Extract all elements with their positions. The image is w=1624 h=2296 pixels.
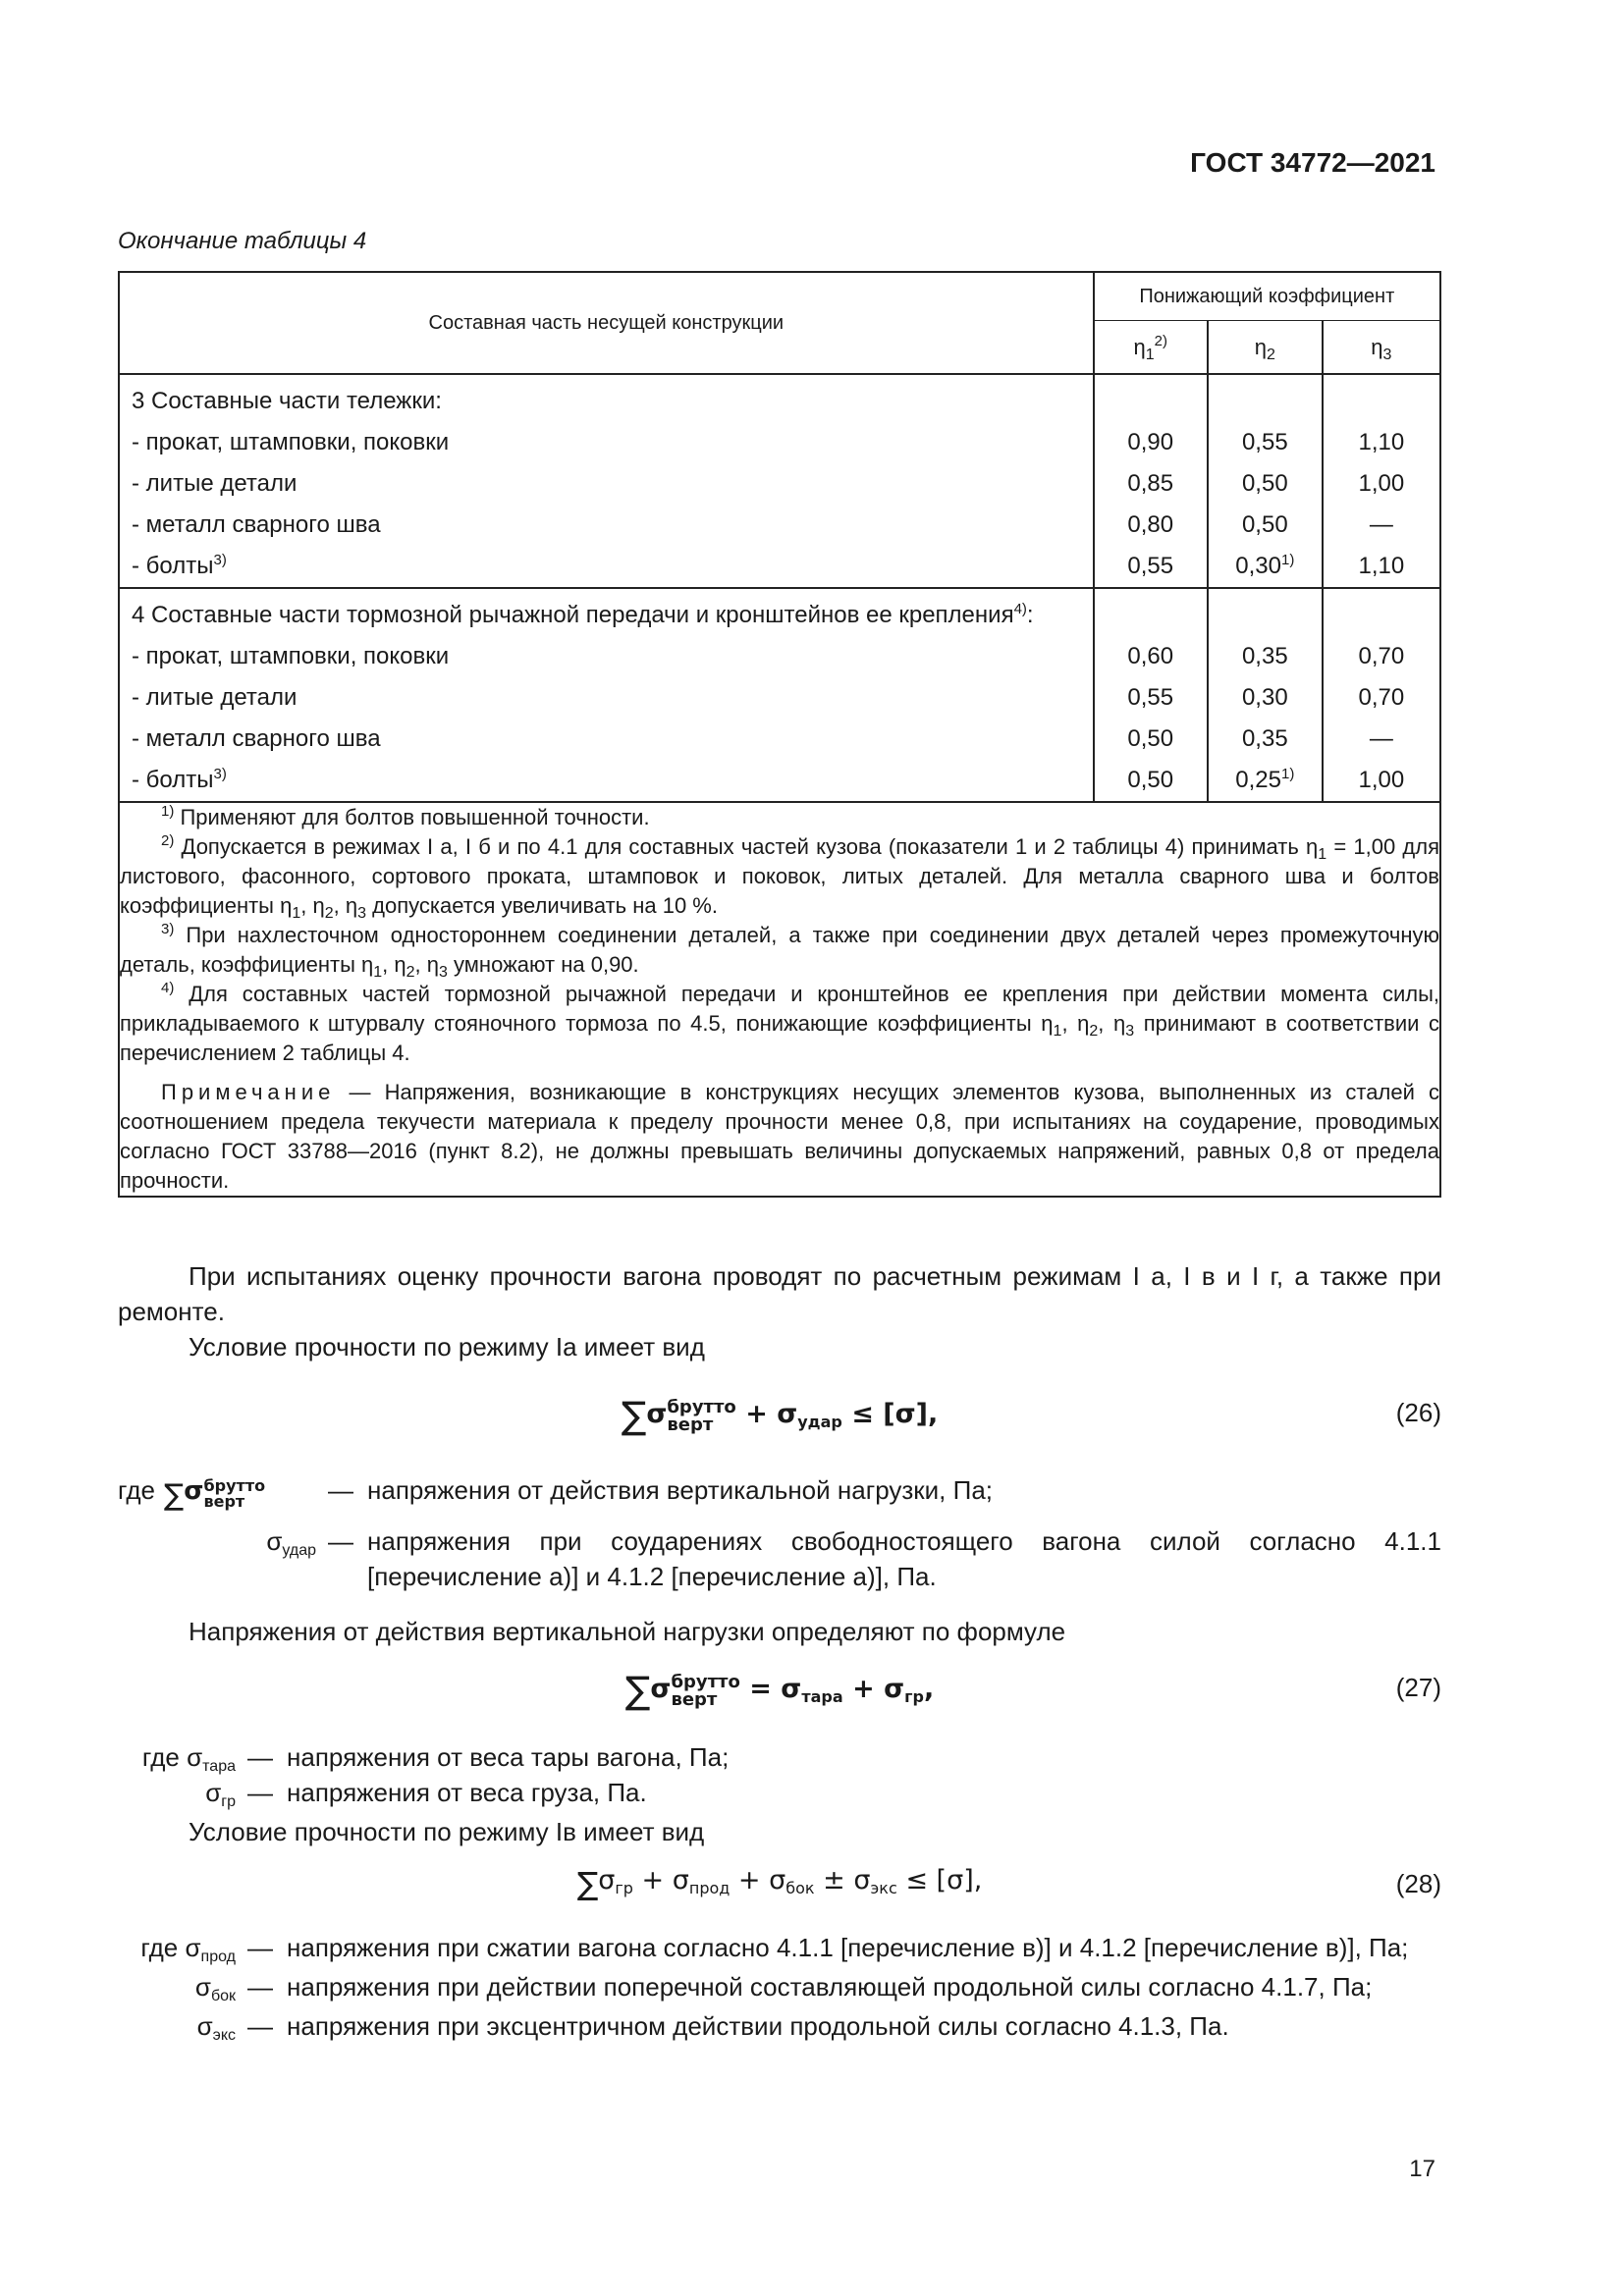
row-label: - прокат, штамповки, поковки: [132, 643, 450, 669]
eta2-value: 0,55: [1241, 429, 1288, 455]
row-label: - болты$^{3)}$: [132, 552, 227, 579]
definitions-27: где $\sigma_{тара}$ — напряжения от веса тары вагона, Па; $\sigma_{гр}$ — напряжения от веса груза, Па.: [141, 1742, 730, 1810]
definitions-28: где $\sigma_{прод}$ — напряжения при сжатии вагона согласно 4.1.1 [перечисление в)] и 4.1.2 [перечисление в)], Па; $\sigma_{бок}$ — напряжения при действии поперечной составляющей продольной силы согласно 4.1.7, Па; $\sigma_{экс}$ — напряжения при эксцентричном действии продольной силы согласно 4.1.3, Па.: [140, 1933, 1409, 2044]
page-number: 17: [1409, 2156, 1435, 2182]
formula-28: $\sum\sigma_{гр} + \sigma_{прод} + \sigma_{бок} \pm \sigma_{экс} \le [\sigma]$, (28): [576, 1865, 1441, 1902]
paragraph-vertical-load: Напряжения от действия вертикальной нагрузки определяют по формуле: [189, 1617, 1066, 1646]
table-note: Примечание — Напряжения, возникающие в конструкциях несущих элементов кузова, выполненных из сталей с соотношением предела текучести материала к пределу прочности менее 0,8, при испытаниях на соударение, проводимых согласно ГОСТ 33788—2016 (пункт 8.2), не должны превышать величины допускаемых напряжений, равных 0,8 от предела прочности.: [120, 1080, 1439, 1193]
row-label: - прокат, штамповки, поковки: [132, 429, 450, 455]
eta2-column: [1208, 374, 1323, 588]
eta2-value: 0,50: [1241, 470, 1288, 497]
eta1-value: 0,90: [1127, 429, 1174, 455]
eta2-value: 0,25$^{1)}$: [1235, 766, 1295, 793]
table-group: [119, 588, 1440, 802]
eta3-value: 1,00: [1358, 470, 1405, 497]
table-caption: Окончание таблицы 4: [118, 228, 367, 254]
eta2-column: [1208, 588, 1323, 802]
eta1-value: 0,60: [1127, 643, 1174, 669]
group-title: 4 Составные части тормозной рычажной передачи и кронштейнов ее крепления$^{4)}$:: [132, 601, 1034, 628]
formula-26-number: (26): [1395, 1398, 1441, 1427]
header-eta3: $\eta_3$: [1323, 321, 1440, 374]
group-title: 3 Составные части тележки:: [132, 388, 442, 414]
formula-26: ∑σ брутто верт + $\sigma_{удар} \le [\sigma]$, (26): [621, 1394, 1441, 1437]
component-column: [119, 374, 1094, 588]
formula-28-number: (28): [1395, 1869, 1441, 1898]
eta1-value: 0,50: [1127, 767, 1174, 793]
header-eta1: $\eta_1^{2)}$: [1094, 321, 1208, 374]
standard-number: ГОСТ 34772—2021: [1190, 147, 1435, 178]
eta1-value: 0,55: [1127, 553, 1174, 579]
row-label: - металл сварного шва: [132, 511, 381, 538]
eta3-value: 0,70: [1358, 684, 1405, 711]
row-label: - болты$^{3)}$: [132, 766, 227, 793]
eta3-column: [1323, 374, 1440, 588]
footnote-3: $^{3)}$ При нахлесточном одностороннем соединении деталей, а также при соединении двух деталей через промежуточную деталь, коэффициенты $\eta_1$, $\eta_2$, $\eta_3$ умножают на 0,90.: [120, 921, 1439, 981]
component-column: [119, 588, 1094, 802]
eta3-value: 1,10: [1358, 553, 1405, 579]
eta2-value: 0,50: [1241, 511, 1288, 538]
eta1-column: [1094, 374, 1208, 588]
eta3-value: 1,10: [1358, 429, 1405, 455]
eta3-column: [1323, 588, 1440, 802]
eta1-value: 0,80: [1127, 511, 1174, 538]
header-reduction-coefficient: Понижающий коэффициент: [1094, 272, 1440, 321]
table-footnotes: [119, 802, 1440, 1197]
eta1-value: 0,50: [1127, 725, 1174, 752]
row-label: - литые детали: [132, 684, 298, 711]
eta1-value: 0,85: [1127, 470, 1174, 497]
eta3-value: —: [1369, 511, 1393, 538]
formula-27: ∑σ брутто верт = $\sigma_{тара} + \sigma_{гр}$, (27): [624, 1669, 1441, 1712]
footnote-2: $^{2)}$ Допускается в режимах I а, I б и по 4.1 для составных частей кузова (показатели 1 и 2 таблицы 4) принимать $\eta_1 = 1,00$ для листового, фасонного, сортового проката, штамповок и поковок, литых деталей. Для металла сварного шва и болтов коэффициенты $\eta_1$, $\eta_2$, $\eta_3$ допускается увеличивать на 10 %.: [120, 832, 1439, 922]
eta2-value: 0,35: [1241, 643, 1288, 669]
eta3-value: 0,70: [1358, 643, 1405, 669]
eta3-value: 1,00: [1358, 767, 1405, 793]
eta2-value: 0,30: [1241, 684, 1288, 711]
eta1-column: [1094, 588, 1208, 802]
eta3-value: —: [1369, 725, 1393, 752]
header-component: Составная часть несущей конструкции: [119, 272, 1094, 374]
footnote-1: $^{1)}$ Применяют для болтов повышенной точности.: [161, 803, 650, 829]
eta2-value: 0,30$^{1)}$: [1235, 552, 1295, 579]
eta2-value: 0,35: [1241, 725, 1288, 752]
paragraph-intro: При испытаниях оценку прочности вагона проводят по расчетным режимам I а, I в и I г, а также при ремонте. Условие прочности по режиму Iа имеет вид: [118, 1261, 1441, 1362]
formula-27-number: (27): [1395, 1673, 1441, 1702]
footnote-4: $^{4)}$ Для составных частей тормозной рычажной передачи и кронштейнов ее крепления при действии момента силы, прикладываемого к штурвалу стояночного тормоза по 4.5, понижающие коэффициенты $\eta_1$, $\eta_2$, $\eta_3$ принимают в соответствии с перечислением 2 таблицы 4.: [120, 980, 1440, 1065]
row-label: - металл сварного шва: [132, 725, 381, 752]
eta1-value: 0,55: [1127, 684, 1174, 711]
definitions-26: где ∑σ брутто верт — напряжения от действия вертикальной нагрузки, Па; $\sigma_{удар}$ — напряжения при соударениях свободностоящего вагона силой согласно 4.1.1 [перечисление а)] и 4.1.2 [перечисление а)], Па.: [118, 1475, 1441, 1591]
header-eta2: $\eta_2$: [1208, 321, 1323, 374]
row-label: - литые детали: [132, 470, 298, 497]
table-group: [119, 374, 1440, 588]
paragraph-mode-iv: Условие прочности по режиму Iв имеет вид: [189, 1817, 705, 1846]
coefficients-table: [118, 271, 1441, 1198]
